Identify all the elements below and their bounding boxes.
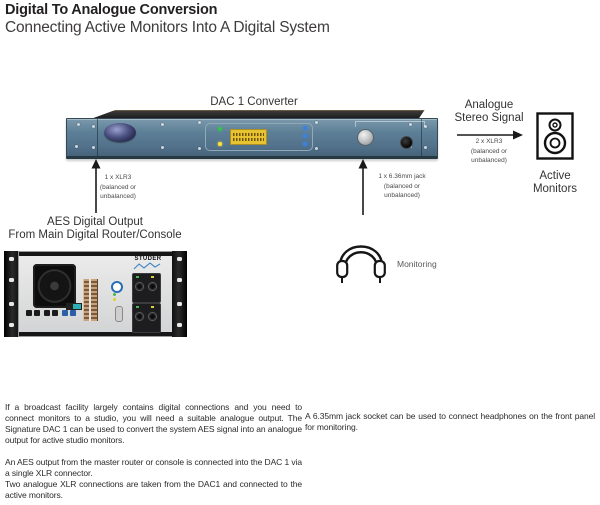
usb-port (34, 310, 40, 316)
dac1-front-panel (66, 118, 438, 159)
speaker-icon (536, 112, 574, 160)
rack-mount-hole (177, 302, 182, 306)
analogue-signal-line2: Stereo Signal (454, 112, 524, 124)
rack-mount-hole (9, 257, 14, 261)
input-led-1 (303, 126, 307, 130)
dac-logo-badge (104, 123, 136, 142)
panel-screw (161, 123, 164, 126)
compact-module (66, 303, 82, 310)
headphone-amp-section-line (355, 121, 425, 127)
xlr-input-note (92, 173, 144, 202)
jack-note-line3: unbalanced) (384, 192, 420, 199)
rack-mount-hole (9, 323, 14, 327)
jack-up-arrow-icon (357, 159, 369, 215)
rack-mount-hole (177, 257, 182, 261)
psu-label (151, 276, 154, 278)
panel-screw (161, 146, 164, 149)
paragraph-4: A 6.35mm jack socket can be used to connect headphones on the front panel for monitoring. (305, 411, 595, 432)
analogue-note-line1: 2 x XLR3 (475, 138, 503, 145)
analogue-signal-label (445, 99, 533, 125)
rack-ear (172, 251, 187, 337)
paragraph-1: If a broadcast facility largely contains digital connections and you need to connect monitors to a studio, you will need a suitable analogue output. The Signature DAC 1 can be used to convert the system AES signal into an analogue output for active studio monitors. (5, 402, 302, 445)
connector-pin-block (83, 279, 98, 321)
analogue-note (452, 137, 526, 166)
active-monitors-label (515, 170, 595, 196)
studer-rack-unit (4, 251, 187, 337)
paragraph-3: Two analogue XLR connections are taken from the DAC1 and connected to the active monitors. (5, 479, 302, 500)
psu-fan (134, 281, 145, 292)
connector-slot (115, 306, 123, 322)
usb3-port (70, 310, 76, 316)
panel-screw (75, 145, 78, 148)
panel-seam (97, 119, 98, 156)
psu-fan (147, 311, 158, 322)
input-led-3 (303, 142, 307, 146)
panel-screw (315, 121, 318, 124)
rack-mount-hole (9, 278, 14, 282)
xlr-note-line3: unbalanced) (100, 193, 136, 200)
panel-screw (424, 146, 427, 149)
xlr-note-line1: 1 x XLR3 (104, 174, 132, 181)
rack-mount-hole (9, 302, 14, 306)
power-led (218, 127, 222, 131)
psu-led (136, 276, 139, 278)
aes-source-line2: From Main Digital Router/Console (8, 229, 182, 241)
usb-port (26, 310, 32, 316)
page-title: Digital To Analogue Conversion (5, 2, 218, 18)
yellow-led (113, 298, 116, 301)
lcd-display (230, 129, 267, 145)
usb3-port (62, 310, 68, 316)
psu-module (132, 273, 161, 303)
input-led-2 (303, 134, 307, 138)
green-led (113, 293, 116, 296)
rack-brand-label: STUDER (134, 256, 162, 262)
panel-screw (198, 147, 201, 150)
analogue-note-line2: (balanced or (470, 147, 508, 155)
rack-ear (4, 251, 19, 337)
jack-note-line1: 1 x 6.36mm jack (378, 173, 426, 180)
psu-fan (134, 311, 145, 322)
panel-screw (92, 146, 95, 149)
round-logo-badge (111, 281, 123, 293)
body-text-left (5, 402, 302, 501)
aes-source-label (0, 216, 190, 242)
rack-mount-hole (177, 323, 182, 327)
cooling-fan (33, 264, 76, 308)
active-monitors-line2: Monitors (532, 183, 578, 195)
jack-note-line2: (balanced or (383, 182, 421, 190)
active-monitors-line1: Active (539, 170, 571, 182)
headphones-icon (336, 230, 386, 285)
rack-front-panel (18, 251, 173, 337)
usb-port (44, 310, 50, 316)
usb-port (52, 310, 58, 316)
status-led (218, 142, 222, 146)
dac1-converter-label: DAC 1 Converter (210, 96, 298, 108)
paragraph-2: An AES output from the master router or console is connected into the DAC 1 via a single XLR connector. (5, 457, 302, 478)
panel-screw (92, 125, 95, 128)
headphone-jack (400, 136, 413, 149)
xlr-note-line2: (balanced or (99, 183, 137, 191)
psu-module (132, 303, 161, 333)
dac1-device-image (66, 110, 436, 157)
aes-source-line1: AES Digital Output (47, 216, 143, 228)
display-section (205, 123, 313, 151)
panel-screw (77, 123, 80, 126)
psu-led (136, 306, 139, 308)
monitoring-label: Monitoring (397, 259, 437, 269)
analogue-note-line3: unbalanced) (471, 157, 507, 164)
panel-screw (315, 147, 318, 150)
body-text-right (305, 411, 595, 433)
jack-note (371, 172, 433, 201)
panel-screw (198, 121, 201, 124)
psu-label (151, 306, 154, 308)
analogue-signal-line1: Analogue (464, 99, 514, 111)
psu-fan (147, 281, 158, 292)
volume-knob (357, 129, 374, 146)
page-subtitle: Connecting Active Monitors Into A Digital System (5, 19, 330, 36)
brand-wave-logo (133, 262, 161, 271)
rack-mount-hole (177, 278, 182, 282)
